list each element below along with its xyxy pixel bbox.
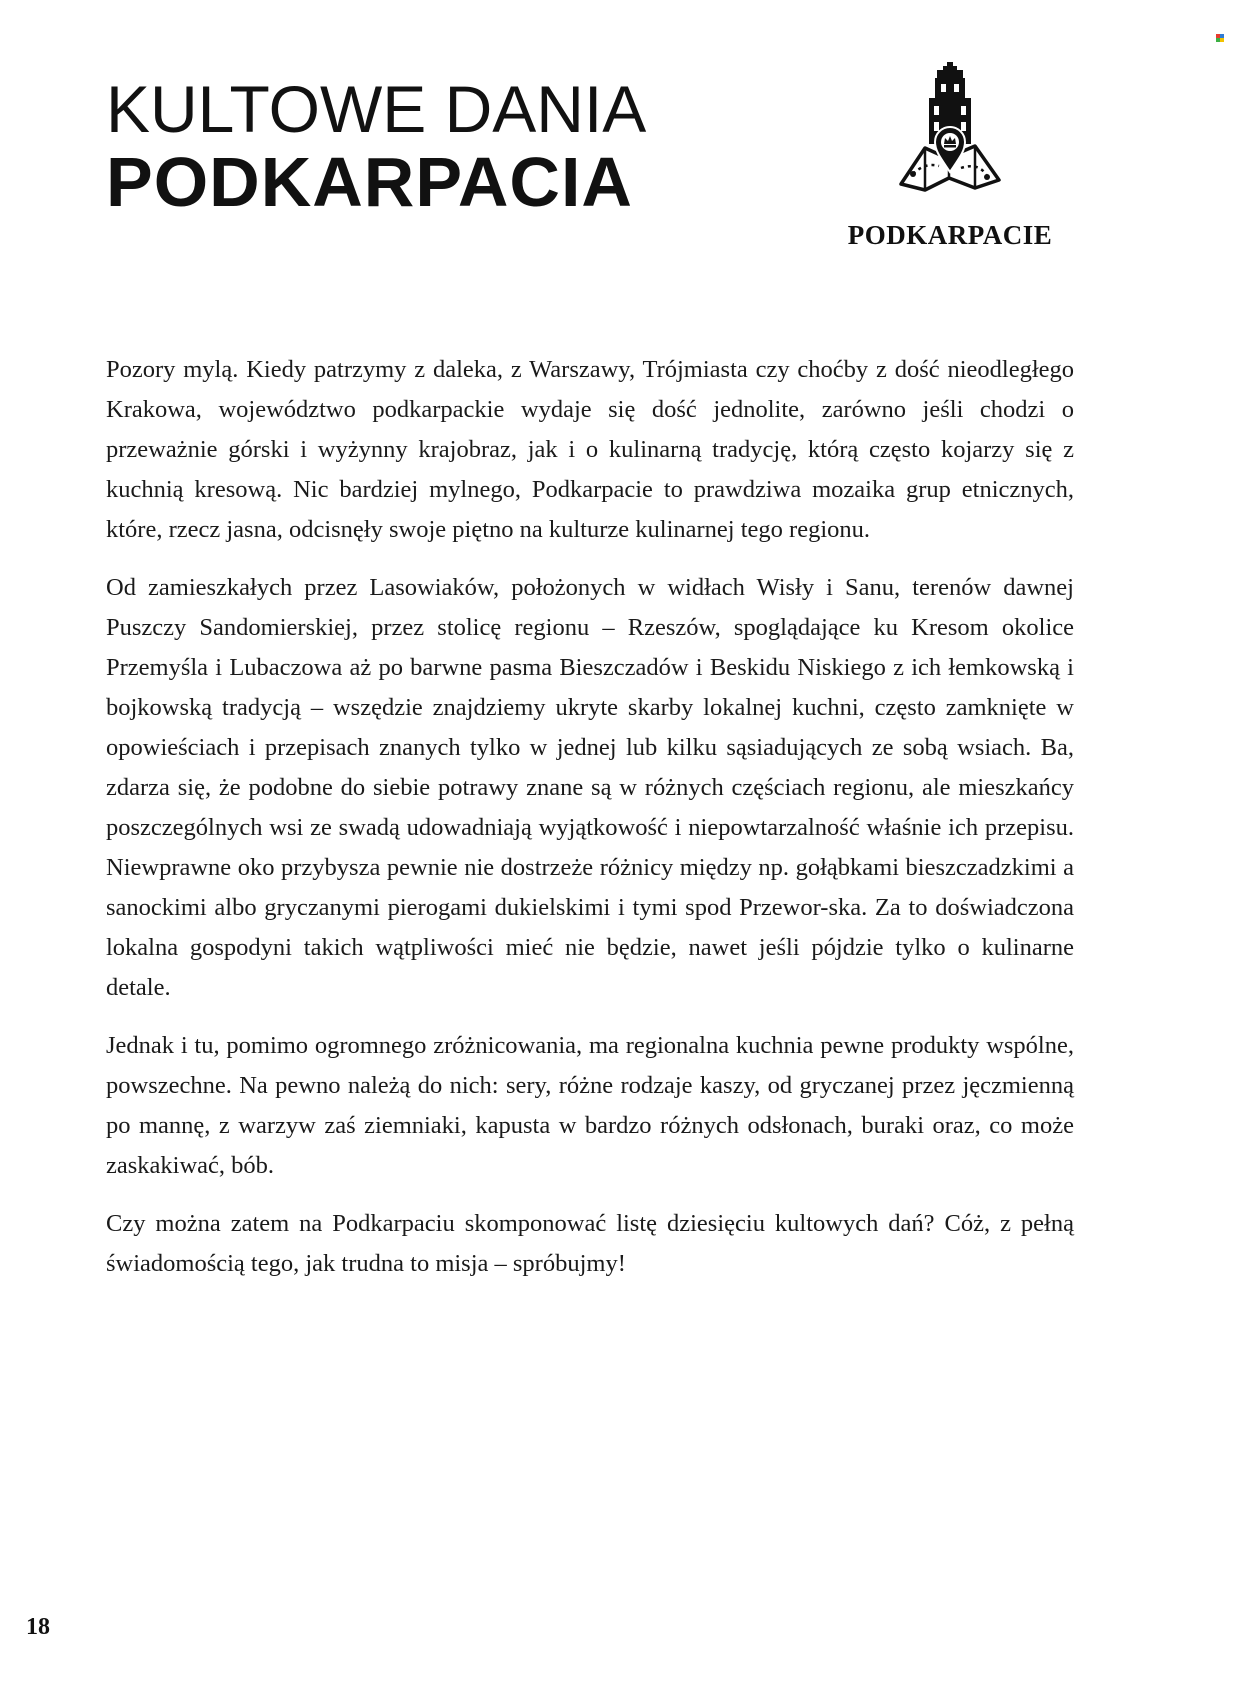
corner-mark-square — [1220, 38, 1224, 42]
page-title — [106, 72, 647, 221]
title-line-2: PODKARPACIA — [106, 143, 633, 221]
region-logo — [840, 62, 1060, 252]
paragraph-4: Czy można zatem na Podkarpaciu skomponować listę dziesięciu kultowych dań? Cóż, z pełną świadomością tego, jak trudna to misja – spróbujmy! — [106, 1210, 1074, 1277]
town-hall-map-pin-icon — [895, 62, 1005, 212]
corner-color-mark — [1216, 34, 1224, 42]
paragraph-1: Pozory mylą. Kiedy patrzymy z daleka, z Warszawy, Trójmiasta czy choćby z dość nieodległego Krakowa, województwo podkarpackie wydaje się dość jednolite, zarówno jeśli chodzi o przeważnie górski i wyżynny krajobraz, jak i o kulinarną tradycję, którą często kojarzy się z kuchnią kresową. Nic bardziej mylnego, Podkarpacie to prawdziwa mozaika grup etnicznych, które, rzecz jasna, odcisnęły swoje piętno na kulturze kulinarnej tego regionu. — [106, 356, 1074, 543]
title-line-1: KULTOWE DANIA — [106, 72, 647, 146]
article-body — [106, 350, 1074, 1302]
page-number: 18 — [26, 1614, 50, 1640]
paragraph-3: Jednak i tu, pomimo ogromnego zróżnicowania, ma regionalna kuchnia pewne produkty wspólne, powszechne. Na pewno należą do nich: sery, różne rodzaje kaszy, od gryczanej przez jęczmienną po mannę, z warzyw zaś ziemniaki, kapusta w bardzo różnych odsłonach, buraki oraz, co może zaskakiwać, bób. — [106, 1032, 1074, 1179]
logo-label: PODKARPACIE — [847, 220, 1053, 250]
paragraph-2: Od zamieszkałych przez Lasowiaków, położonych w widłach Wisły i Sanu, terenów dawnej Puszczy Sandomierskiej, przez stolicę regionu – Rzeszów, spoglądające ku Kresom okolice Przemyśla i Lubaczowa aż po barwne pasma Bieszczadów i Beskidu Niskiego z ich łemkowską i bojkowską tradycją – wszędzie znajdziemy ukryte skarby lokalnej kuchni, często zamknięte w opowieściach i przepisach znanych tylko w jednej lub kilku sąsiadujących ze sobą wsiach. Ba, zdarza się, że podobne do siebie potrawy znane są w różnych częściach regionu, ale mieszkańcy poszczególnych wsi ze swadą udowadniają wyjątkowość i niepowtarzalność właśnie ich przepisu. Niewprawne oko przybysza pewnie nie dostrzeże różnicy między np. gołąbkami bieszczadzkimi a sanockimi albo gryczanymi pierogami dukielskimi i tymi spod Przewor-ska. Za to doświadczona lokalna gospodyni takich wątpliwości mieć nie będzie, nawet jeśli pójdzie tylko o kulinarne detale. — [106, 574, 1074, 1001]
